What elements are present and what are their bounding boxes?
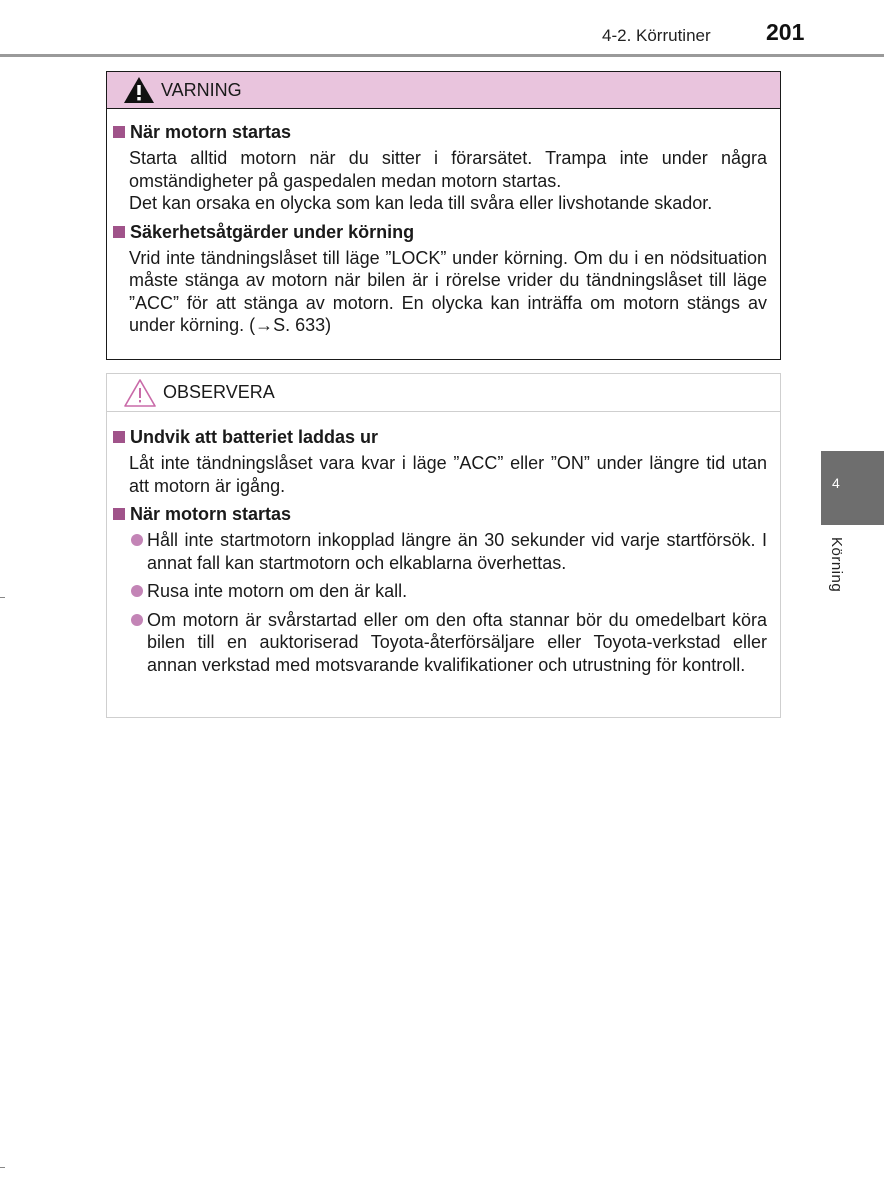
warning-header — [107, 72, 780, 109]
list-item-text: Om motorn är svårstartad eller om den ofta stannar bör du omedelbart köra bilen till en auktoriserad Toyota-återförsäljare eller Toyota-verkstad eller annan verkstad med motsvarande kvalifikationer och utrustning för kontroll. — [147, 609, 767, 675]
notice-section — [113, 503, 767, 676]
chapter-tab — [821, 451, 884, 525]
header-rule — [0, 54, 884, 57]
section-title: Säkerhetsåtgärder under körning — [130, 221, 415, 242]
bullet-icon — [131, 534, 143, 546]
section-title: 4-2. Körrutiner — [602, 26, 711, 45]
bullet-icon — [131, 585, 143, 597]
list-item — [131, 529, 767, 574]
list-item — [131, 609, 767, 677]
caution-triangle-icon — [123, 378, 157, 408]
bullet-icon — [131, 614, 143, 626]
warning-section — [113, 221, 767, 337]
section-marker-icon — [113, 431, 125, 443]
page-number: 201 — [766, 19, 805, 45]
warning-body — [107, 109, 780, 337]
section-marker-icon — [113, 508, 125, 520]
section-paragraph: Låt inte tändningslåset vara kvar i läge ”ACC” eller ”ON” under längre tid utan att motorn är igång. — [129, 453, 767, 496]
crop-mark — [0, 597, 5, 598]
section-title: När motorn startas — [130, 504, 292, 524]
section-title: Undvik att batteriet laddas ur — [130, 427, 379, 447]
notice-header — [107, 374, 780, 412]
warning-title: VARNING — [161, 79, 242, 100]
warning-box — [106, 71, 781, 360]
section-paragraph: Starta alltid motorn när du sitter i förarsätet. Trampa inte under några omständigheter på gaspedalen medan motorn startas. — [129, 148, 767, 191]
warning-triangle-icon — [123, 76, 155, 104]
warning-section — [113, 121, 767, 215]
notice-section — [113, 426, 767, 497]
notice-title: OBSERVERA — [163, 382, 275, 402]
notice-box — [106, 373, 781, 718]
notice-body — [107, 412, 780, 676]
chapter-label: Körning — [828, 537, 845, 593]
section-marker-icon — [113, 226, 125, 238]
list-item-text: Håll inte startmotorn inkopplad längre än 30 sekunder vid varje startförsök. I annat fall kan startmotorn och elkablarna överhettas. — [147, 530, 767, 573]
section-paragraph: Vrid inte tändningslåset till läge ”LOCK” under körning. Om du i en nödsituation måste stänga av motorn när bilen är i rörelse vrider du tändningslåset till läge ”ACC” för att stänga av motorn. En olycka kan inträffa om motorn stängs av under körning. (→S. 633) — [129, 247, 767, 335]
section-marker-icon — [113, 126, 125, 138]
crop-mark — [0, 1167, 5, 1168]
section-paragraph: Det kan orsaka en olycka som kan leda till svåra eller livshotande skador. — [129, 193, 713, 213]
list-item — [131, 580, 767, 603]
list-item-text: Rusa inte motorn om den är kall. — [147, 581, 408, 601]
chapter-number: 4 — [832, 475, 840, 491]
section-title: När motorn startas — [130, 122, 292, 142]
